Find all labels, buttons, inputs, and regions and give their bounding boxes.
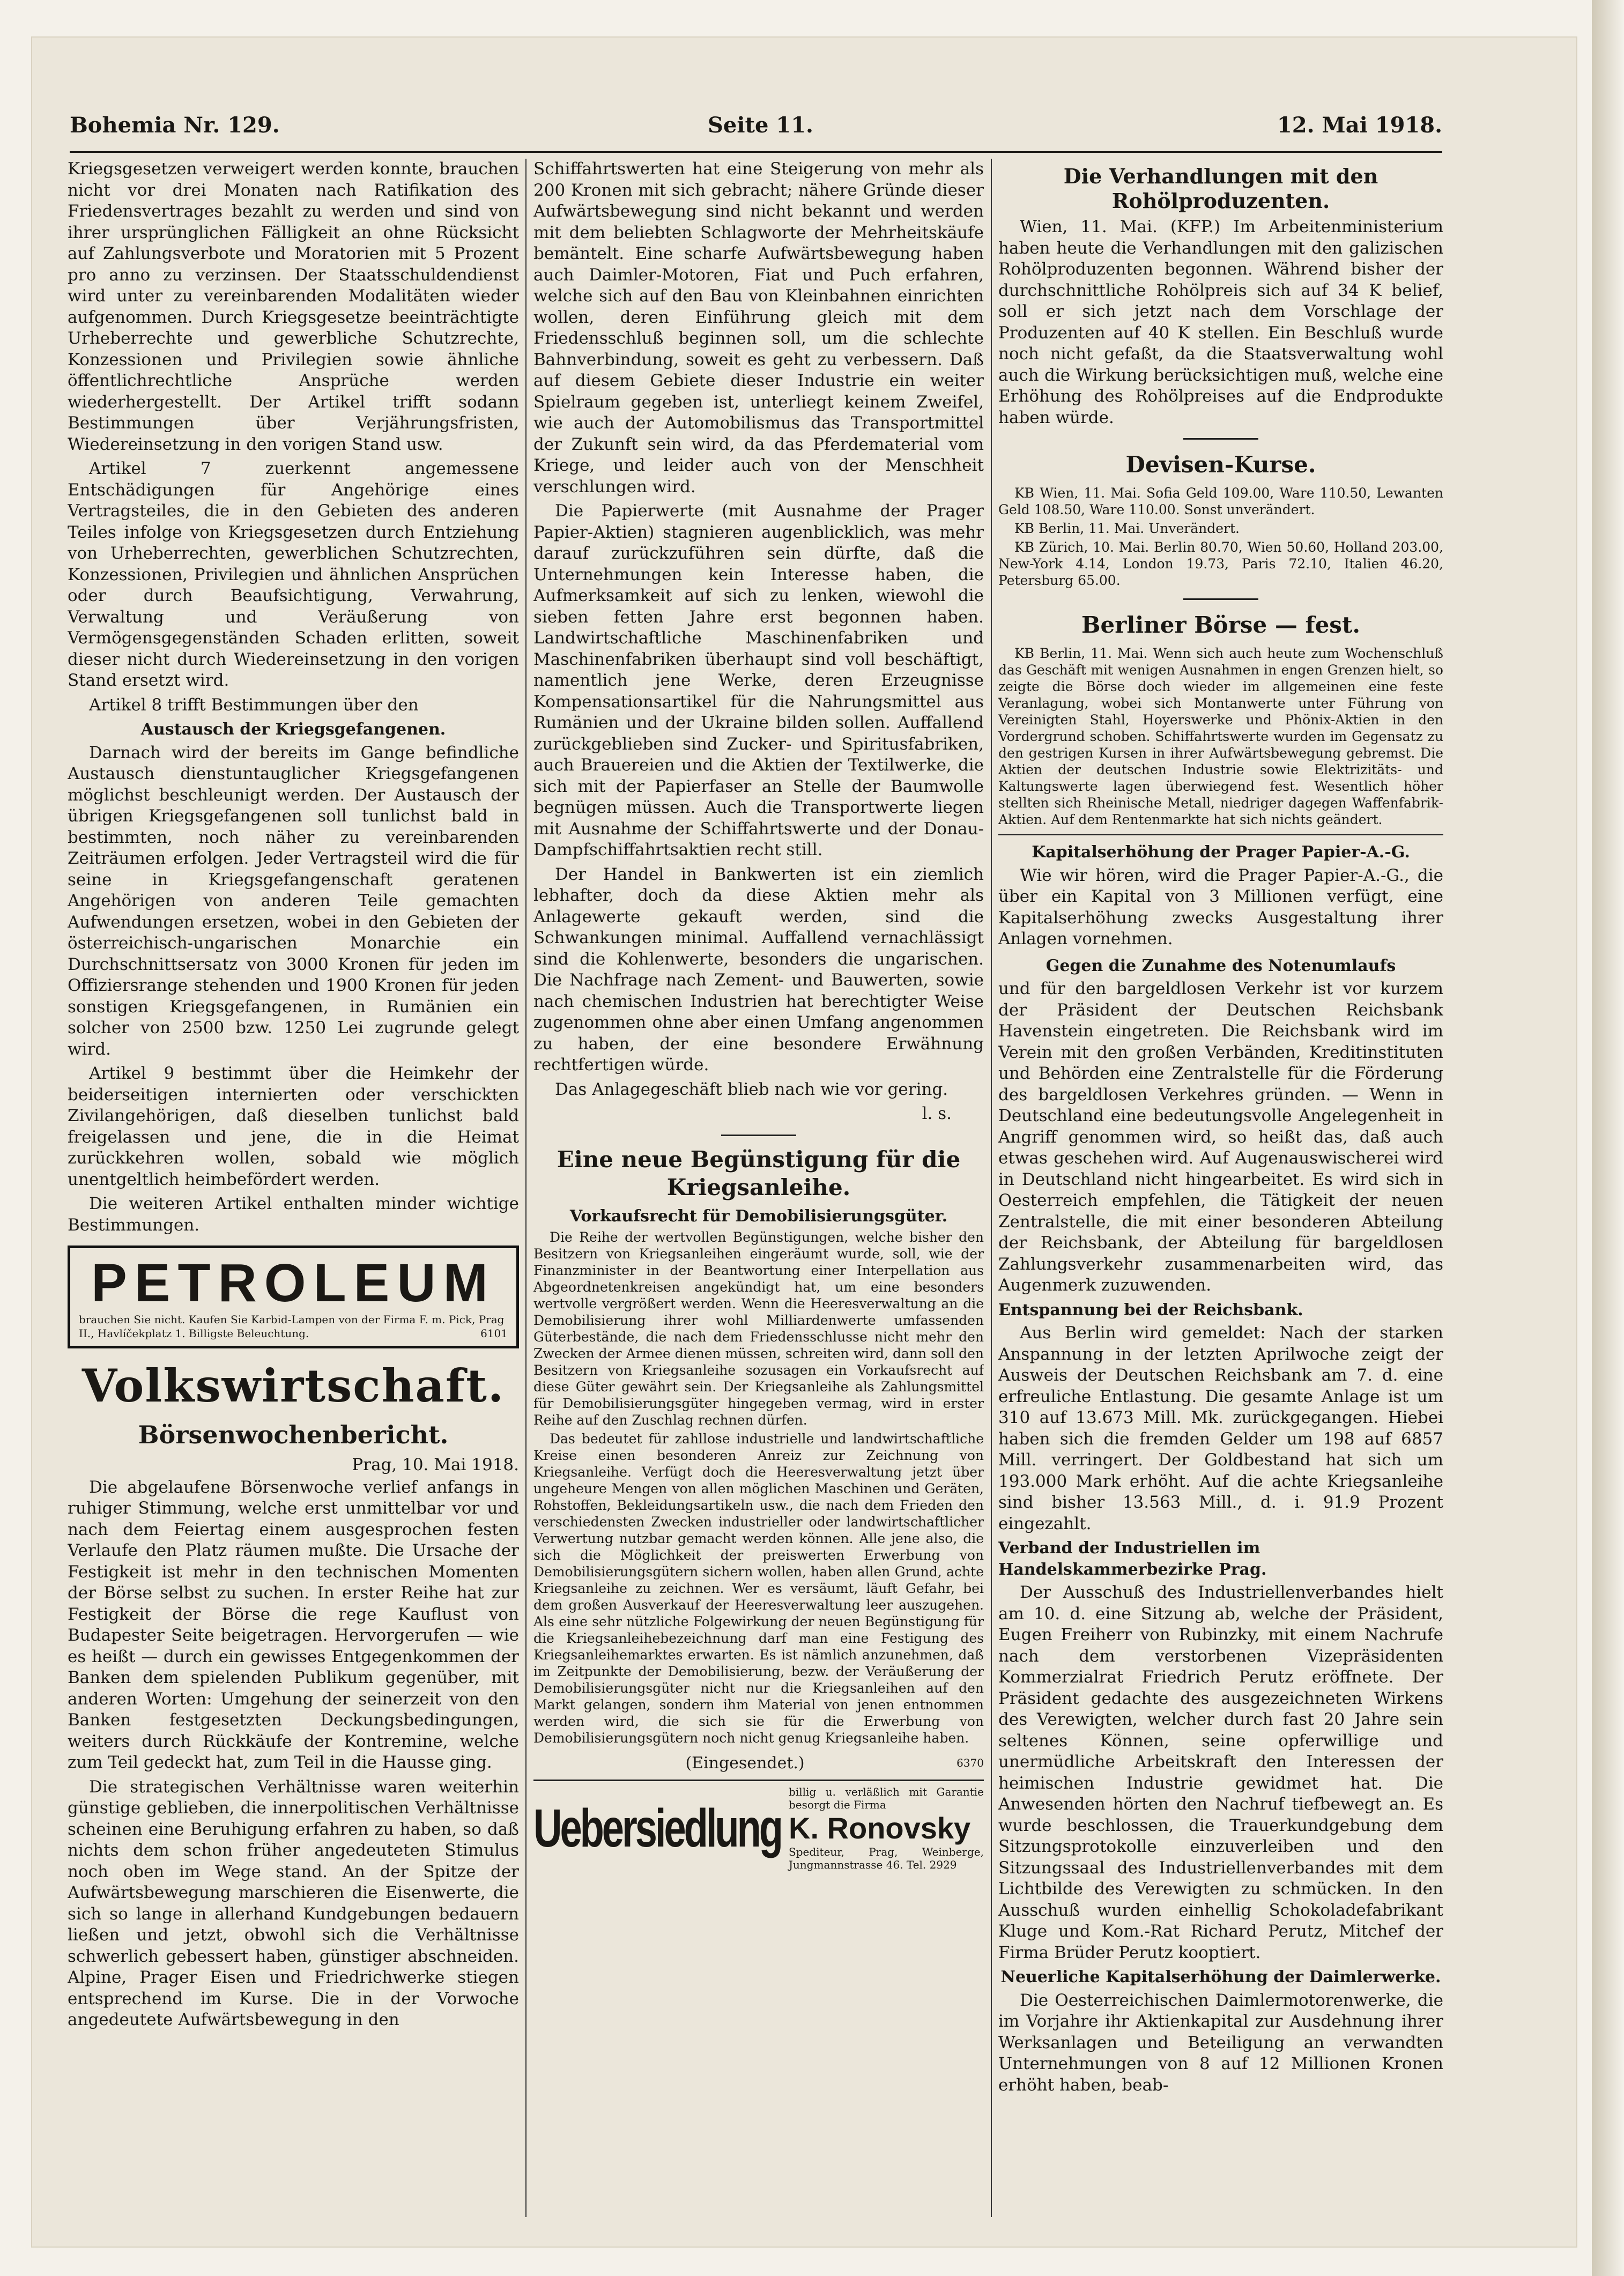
column-2	[533, 159, 984, 2217]
article-paragraph: Schiffahrtswerten hat eine Steigerung von mehr als 200 Kronen mit sich gebracht; nähere Gründe dieser Aufwärtsbewegung sind nicht bekannt und werden mit dem beliebten Schlagworte der Mehrheitskäufe bemäntelt. Eine scharfe Aufwärtsbewegung haben auch Daimler-Motoren, Fiat und Puch erfahren, welche sich auf den Bau von Kleinbahnen einrichten wollen, deren Einführung gleich mit dem Friedensschluß beginnen soll, um die schlechte Bahnverbindung, soweit es geht zu verbessern. Daß auf diesem Gebiete dieser Industrie ein weiter Spielraum gegeben ist, unterliegt keinem Zweifel, wie auch der Automobilismus das Transportmittel der Zukunft sein wird, da das Pferdematerial vom Kriege, und leider auch von der Menschheit verschlungen wird.	[533, 159, 984, 496]
article-paragraph: Die Papierwerte (mit Ausnahme der Prager Papier-Aktien) stagnieren augenblicklich, was mehr darauf zurückzuführen sein dürfte, daß die Unternehmungen kein Interesse haben, die Aufmerksamkeit auf sich zu lenken, wiewohl die sieben fetten Jahre erst begonnen haben. Landwirtschaftliche Maschinenfabriken und Maschinenfabriken überhaupt sind voll beschäftigt, namentlich jene Werke, deren Erzeugnisse Kompensationsartikel für die Nahrungsmittel aus Rumänien und der Ukraine bilden sollen. Auffallend zurückgeblieben sind Zucker- und Spiritusfabriken, auch Brauereien und die Aktien der Textilwerke, die sich mit der Papierfaser an Stelle der Baumwolle begnügen müssen. Auch die Transportwerte liegen mit Ausnahme der Schiffahrtswerte und der Donau-Dampfschiffahrtsaktien recht still.	[533, 501, 984, 859]
advertisement-ronovsky	[533, 1780, 984, 1871]
article-title: Kapitalserhöhung der Prager Papier-A.-G.	[1032, 843, 1410, 862]
section-heading: Austausch der Kriegsgefangenen.	[140, 720, 446, 739]
article-title: Eine neue Begünstigung für die Kriegsanleihe.	[557, 1146, 961, 1200]
page-header	[70, 107, 1442, 145]
article-paragraph: Die strategischen Verhältnisse waren weiterhin günstige geblieben, die innerpolitischen Verhältnisse scheinen eine Beruhigung erfahren zu haben, so daß nichts dem schon früher angedeuteten Stimulus noch oben im Wege stand. An der Spitze der Aufwärtsbewegung marschieren die Eisenwerte, die sich so lange in allerhand Kundgebungen bedauern ließen und jetzt, obwohl sich die Verhältnisse schwerlich gebessert haben, günstiger abschneiden. Alpine, Prager Eisen und Friedrichwerke stiegen entsprechend im Kurse. Die in der Vorwoche angedeutete Aufwärtsbewegung in den	[68, 1777, 519, 2029]
ad-body	[79, 1313, 508, 1340]
article-title: Gegen die Zunahme des Notenumlaufs	[1045, 956, 1396, 975]
ad-headline: Uebersiedlung	[533, 1797, 781, 1858]
dateline: Prag, 10. Mai 1918.	[352, 1455, 519, 1474]
divider	[998, 834, 1443, 835]
column-1	[68, 159, 519, 2217]
ad-company-name: K. Ronovsky	[789, 1811, 971, 1845]
article-paragraph: und für den bargeldlosen Verkehr ist vor kurzem der Präsident der Deutschen Reichsbank Havenstein eingetreten. Die Reichsbank wird im Verein mit den großen Verbänden, Kreditinstituten und Behörden eine Zentralstelle für die Förderung des bargeldlosen Verkehres gründen. — Wenn in Deutschland eine bedeutungsvolle Angelegenheit in Angriff genommen wird, so heißt das, daß auch etwas geschehen wird. Auf Augenauswischerei wird in Deutschland nicht hingearbeitet. Es wird sich in Oesterreich empfehlen, die Tätigkeit der neuen Zentralstelle, die mit einer besonderen Abteilung der Reichsbank, der Abteilung für bargeldlosen Zahlungsverkehr zusammenarbeiten wird, das Augenmerk zuzuwenden.	[998, 979, 1443, 1295]
article-paragraph: Die abgelaufene Börsenwoche verlief anfangs in ruhiger Stimmung, welche erst unmittelbar vor und nach dem Feiertag einem ausgesprochen festen Verlaufe den Platz räumen mußte. Die Ursache der Festigkeit ist mehr in den technischen Momenten der Börse selbst zu suchen. In erster Reihe hat zur Festigkeit der Börse die rege Kauflust von Budapester Seite beigetragen. Hervorgerufen — wie es heißt — durch ein gewisses Entgegenkommen der Banken dem spielenden Publikum gegenüber, mit anderen Worten: Umgehung der seinerzeit von den Banken festgesetzten Deckungsbedingungen, weiters durch Rückkäufe der Kontremine, welche zum Teil gedeckt hat, zum Teil in die Hausse ging.	[68, 1477, 519, 1772]
rate-line: KB Wien, 11. Mai. Sofia Geld 109.00, Ware 110.50, Lewanten Geld 108.50, Ware 110.00. Sonst unverändert.	[998, 485, 1443, 517]
article-title: Börsenwochenbericht.	[138, 1420, 449, 1449]
article-paragraph: Die Oesterreichischen Daimlermotorenwerke, die im Vorjahre ihr Aktienkapital zur Ausdehnung ihrer Werksanlagen und Beteiligung an verwandten Unternehmungen von 8 auf 12 Millionen Kronen erhöht haben, beab-	[998, 1990, 1443, 2095]
ad-details	[789, 1785, 984, 1871]
column-divider	[991, 159, 992, 2217]
article-paragraph: Aus Berlin wird gemeldet: Nach der starken Anspannung in der letzten Aprilwoche zeigt der Ausweis der Deutschen Reichsbank am 7. d. eine erfreuliche Entlastung. Die gesamte Anlage ist um 310 auf 13.673 Mill. Mk. zurückgegangen. Hiebei haben sich die fremden Gelder um 198 auf 6857 Mill. verringert. Der Goldbestand hat sich um 193.000 Mark erhöht. Auf die achte Kriegsanleihe sind bisher 13.563 Mill., d. i. 91.9 Prozent eingezahlt.	[998, 1323, 1443, 1533]
article-title: Devisen-Kurse.	[1125, 451, 1316, 478]
page-edge	[1592, 0, 1624, 2276]
article-paragraph: Artikel 9 bestimmt über die Heimkehr der beiderseitigen internierten oder verschickten Zivilangehörigen, daß dieselben tunlichst bald freigelassen und jene, die in die Heimat zurückkehren wollen, sobald wie möglich unentgeltlich heimbefördert werden.	[68, 1064, 519, 1189]
article-paragraph: Kriegsgesetzen verweigert werden konnte, brauchen nicht vor drei Monaten nach Ratifikation des Friedensvertrages bezahlt zu werden und sind von ihrer ursprünglichen Fälligkeit an ohne Rücksicht auf Zahlungsverbote und Moratorien mit 5 Prozent pro anno zu verzinsen. Der Staatsschuldendienst wird unter zu vereinbarenden Modalitäten wieder aufgenommen. Durch Kriegsgesetze beeinträchtigte Urheberrechte und gewerbliche Schutzrechte, Konzessionen und Privilegien sowie ähnliche öffentlichrechtliche Ansprüche werden wiederhergestellt. Der Artikel trifft sodann Bestimmungen über Verjährungsfristen, Wiedereinsetzung in den vorigen Stand usw.	[68, 159, 519, 454]
ad-address: Spediteur, Prag, Weinberge, Jungmannstrasse 46. Tel. 2929	[789, 1845, 984, 1871]
column-3	[998, 159, 1443, 2217]
article-title: Neuerliche Kapitalserhöhung der Daimlerwerke.	[1000, 1968, 1441, 1986]
ad-headline: PETROLEUM	[91, 1253, 495, 1313]
article-paragraph: Artikel 8 trifft Bestimmungen über den	[89, 695, 419, 715]
rate-line: KB Zürich, 10. Mai. Berlin 80.70, Wien 50.60, Holland 203.00, New-York 4.14, London 19.73, Paris 72.10, Italien 46.20, Petersburg 65.00.	[998, 539, 1443, 588]
section-title-volkswirtschaft: Volkswirtschaft.	[81, 1359, 505, 1412]
divider	[721, 1135, 796, 1136]
article-title: Berliner Börse — fest.	[1081, 612, 1360, 638]
article-paragraph: Das Anlagegeschäft blieb nach wie vor gering.	[555, 1079, 948, 1099]
currency-rates	[998, 485, 1443, 589]
article-title: Entspannung bei der Reichsbank.	[998, 1300, 1303, 1319]
divider	[1183, 598, 1258, 600]
article-body-small	[533, 1229, 984, 1746]
column-divider	[525, 159, 526, 2217]
ad-text: brauchen Sie nicht. Kaufen Sie Karbid-Lampen von der Firma F. m. Pick, Prag II., Havlíčekplatz 1. Billigste Beleuchtung.	[79, 1313, 505, 1340]
article-paragraph: Wien, 11. Mai. (KFP.) Im Arbeitenministerium haben heute die Verhandlungen mit den galizischen Rohölproduzenten begonnen. Während bisher der durchschnittliche Rohölpreis sich auf 34 K belief, soll er sich jetzt nach dem Vorschlage der Produzenten auf 40 K stellen. Ein Beschluß wurde noch nicht gefaßt, da die Staatsverwaltung wohl auch die Wirkung berücksichtigen muß, welche eine Erhöhung des Rohölpreises auf die Endprodukte haben würde.	[998, 217, 1443, 427]
header-publication: Bohemia Nr. 129.	[70, 113, 280, 138]
article-paragraph: KB Berlin, 11. Mai. Wenn sich auch heute zum Wochenschluß das Geschäft mit wenigen Ausnahmen in engen Grenzen hielt, so zeigte die Börse doch wieder im allgemeinen eine feste Veranlagung, wobei sich Montanwerte unter Führung von Vereinigten Stahl, Hoyerswerke und Phönix-Aktien in den Vordergrund schoben. Schiffahrtswerte wurden im Gegensatz zu den gestrigen Kursen in ihrer Aufwärtsbewegung gebremst. Die Aktien der deutschen Industrie sowie Elektrizitäts- und Kaltungswerte lagen überwiegend fest. Wesentlich höher stellten sich Rheinische Metall, niedriger dagegen Waffenfabrik-Aktien. Auf dem Rentenmarkte hat sich nichts geändert.	[998, 646, 1443, 827]
article-paragraph: Der Ausschuß des Industriellenverbandes hielt am 10. d. eine Sitzung ab, welche der Präsident, Eugen Freiherr von Rubinzky, mit einem Nachrufe nach dem verstorbenen Vizepräsidenten Kommerzialrat Friedrich Perutz eröffnete. Der Präsident gedachte des ausgezeichneten Wirkens des Verewigten, welcher durch fast 20 Jahre sein seltenes Können, seine opferwillige und unermüdliche Arbeitskraft den Interessen der heimischen Industrie gewidmet hat. Die Anwesenden hörten den Nachruf tiefbewegt an. Es wurde beschlossen, die Trauerkundgebung dem Sitzungsprotokolle einzuverleiben und den Sitzungssaal des Industriellenverbandes mit dem Lichtbilde des Verewigten zu schmücken. In den Ausschuß wurden einhellig Schokoladefabrikant Kluge und Kom.-Rat Richard Perutz, Mitchef der Firma Brüder Perutz kooptiert.	[998, 1583, 1443, 1962]
article-title: Die Verhandlungen mit den Rohölproduzenten.	[1063, 164, 1378, 213]
article-paragraph: Artikel 7 zuerkennt angemessene Entschädigungen für Angehörige eines Vertragsteiles, die in den Gebieten des anderen Teiles infolge von Kriegsgesetzen durch Entziehung von Urheberrechten, gewerblichen Schutzrechten, Konzessionen, Privilegien und ähnlichen Ansprüchen oder durch Beaufsichtigung, Verwahrung, Verwaltung und Veräußerung von Vermögensgegenständen Schaden erlitten, soweit dieser nicht durch Wiedereinsetzung in den vorigen Stand ersetzt wird.	[68, 459, 519, 690]
header-page-number: Seite 11.	[708, 113, 813, 138]
ad-code: 6101	[480, 1327, 508, 1340]
rate-line: KB Berlin, 11. Mai. Unverändert.	[1014, 521, 1240, 536]
article-paragraph: Das bedeutet für zahllose industrielle und landwirtschaftliche Kreise einen besonderen Anreiz zur Zeichnung von Kriegsanleihe. Verfügt doch die Heeresverwaltung jetzt über ungeheure Mengen von allen möglichen Maschinen und Geräten, Rohstoffen, Bekleidungsartikeln usw., die nach dem Frieden den verschiedensten Zwecken industrieller oder landwirtschaftlicher Verwertung nutzbar gemacht werden können. Alle jene also, die sich die Möglichkeit der preiswerten Erwerbung von Demobilisierungsgütern sichern wollen, haben allen Grund, achte Kriegsanleihe zu zeichnen. Wer es versäumt, läuft Gefahr, bei dem großen Ausverkauf der Heeresverwaltung leer auszugehen. Als eine sehr nützliche Folgewirkung der neuen Begünstigung für die Kriegsanleihebezeichnung darf man eine Festigung des Kriegsanleihemarktes erwarten. Es ist nämlich anzunehmen, daß im Zeitpunkte der Demobilisierung, bezw. der Veräußerung der Demobilisierungsgüter nicht nur die Kriegsanleihen auf den Markt gelangen, sondern ihm Material von jenen entnommen werden wird, die sich sie für die Erwerbung von Demobilisierungsgütern noch nicht genug Kriegsanleihe haben.	[533, 1431, 984, 1746]
header-rule	[70, 151, 1442, 153]
article-subtitle: Vorkaufsrecht für Demobilisierungsgüter.	[569, 1206, 948, 1226]
eingesendet-label	[533, 1753, 984, 1774]
article-paragraph: Die weiteren Artikel enthalten minder wichtige Bestimmungen.	[68, 1194, 519, 1235]
eingesendet-code: 6370	[956, 1756, 984, 1769]
article-paragraph: Die Reihe der wertvollen Begünstigungen, welche bisher den Besitzern von Kriegsanleihen eingeräumt wurde, soll, wie der Finanzminister in der Beantwortung einer Interpellation aus Abgeordnetenkreisen angekündigt hat, um eine besonders wertvolle vergrößert werden. Wenn die Heeresverwaltung an die Demobilisierung ihrer wohl Milliardenwerte umfassenden Güterbestände, die nach dem Friedensschlusse nicht mehr den Zwecken der Armee dienen müssen, schreiten wird, dann soll den Besitzern von Kriegsanleihe sozusagen ein Vorkaufsrecht auf diese Güter gewährt sein. Der Kriegsanleihe als Zahlungsmittel für Demobilisierungsgüter hingegeben vermag, wird in erster Reihe auf den Zuschlag rechnen dürfen.	[533, 1229, 984, 1428]
ad-text: billig u. verläßlich mit Garantie besorgt die Firma	[789, 1785, 984, 1811]
advertisement-petroleum	[68, 1246, 519, 1348]
signature: l. s.	[922, 1104, 952, 1123]
article-paragraph: Der Handel in Bankwerten ist ein ziemlich lebhafter, doch da diese Aktien mehr als Anlagewerte gekauft werden, sind die Schwankungen minimal. Auffallend vernachlässigt sind die Kohlenwerte, besonders die ungarischen. Die Nachfrage nach Zement- und Bauwerten, sowie nach chemischen Industrien hat berechtigter Weise zugenommen ohne aber einen Umfang angenommen zu haben, der eine besondere Erwähnung rechtfertigen würde.	[533, 864, 984, 1074]
header-date: 12. Mai 1918.	[1277, 113, 1442, 138]
eingesendet-text: (Eingesendet.)	[685, 1754, 805, 1773]
divider	[1183, 438, 1258, 440]
article-paragraph: Darnach wird der bereits im Gange befindliche Austausch dienstuntauglicher Kriegsgefangenen möglichst beschleunigt werden. Der Austausch der übrigen Kriegsgefangenen soll tunlichst bald in bestimmten, noch näher zu vereinbarenden Zeiträumen erfolgen. Jeder Vertragsteil wird die für seine in Kriegsgefangenschaft geratenen Angehörigen von anderen Teile gemachten Aufwendungen ersetzen, wobei in den Gebieten der österreichisch-ungarischen Monarchie ein Durchschnittsersatz von 3000 Kronen für jeden im Offiziersrange stehenden und 1900 Kronen für jeden sonstigen Kriegsgefangenen, in Rumänien ein solcher von 2500 bzw. 1250 Lei zugrunde gelegt wird.	[68, 743, 519, 1059]
article-title: Verband der Industriellen im Handelskammerbezirke Prag.	[998, 1539, 1267, 1579]
article-paragraph: Wie wir hören, wird die Prager Papier-A.-G., die über ein Kapital von 3 Millionen verfügt, eine Kapitalserhöhung zwecks Ausgestaltung ihrer Anlagen vornehmen.	[998, 865, 1443, 948]
article-body-small	[998, 645, 1443, 828]
